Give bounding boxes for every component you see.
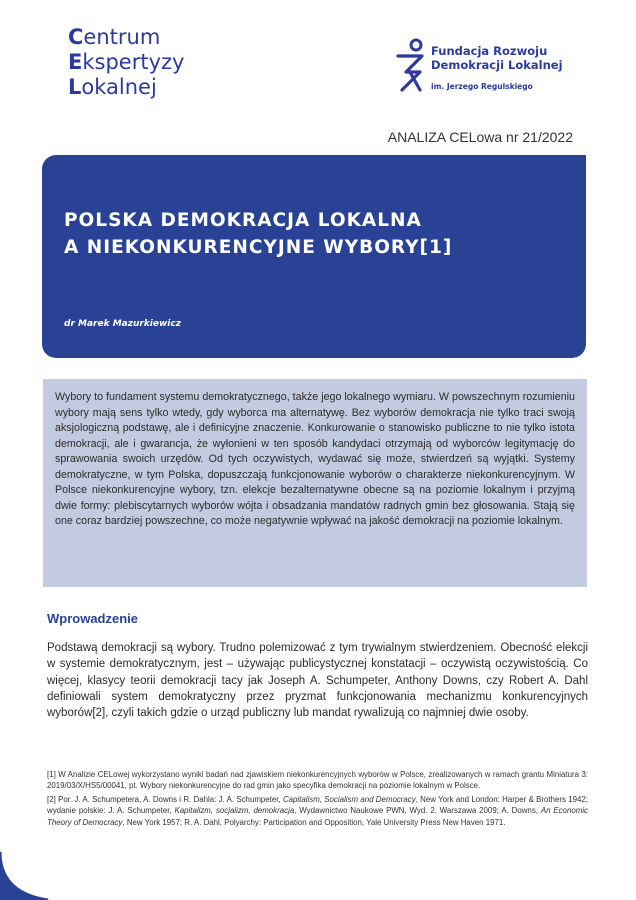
footnotes xyxy=(47,769,588,830)
analysis-number: ANALIZA CELowa nr 21/2022 xyxy=(387,129,573,145)
footnote-2: [2] Por. J. A. Schumpetera, A. Downs i R. Dahla: J. A. Schumpeter, Capitalism, Socialism and Democracy, New York and London: Harper & Brothers 1942; wydanie polskie: J. A. Schumpeter, Kapitalizm, socjalizm, demokracja, Wydawnictwo Naukowe PWN, Wyd. 2. Warszawa 2009; A. Downs, An Economic Theory of Democracy, New York 1957; R. A. Dahl, Polyarchy: Participation and Opposition, Yale University Press New Haven 1971. xyxy=(47,794,588,827)
fundacja-subtitle: im. Jerzego Regulskiego xyxy=(431,82,533,91)
logo-line-3: Lokalnej xyxy=(68,75,157,99)
logo-line-1: Centrum xyxy=(68,25,161,49)
author: dr Marek Mazurkiewicz xyxy=(64,319,181,329)
section-heading: Wprowadzenie xyxy=(47,611,139,626)
abstract-box xyxy=(43,379,587,587)
logo-line-2: Ekspertyzy xyxy=(68,50,185,74)
abstract-text: Wybory to fundament systemu demokratycznego, także jego lokalnego wymiaru. W powszechnym rozumieniu wybory mają sens tylko wtedy, gdy wyborca ma alternatywę. Bez wyborów demokracja nie tylko traci swoją aksjologiczną podstawę, ale i definicyjne znaczenie. Konkurowanie o stanowisko publiczne to nie tylko istota demokracji, ale i gwarancja, że wyłonieni w ten sposób kandydaci otrzymają od wyborców legitymację do sprawowania swoich urzędów. Od tych oczywistych, wydawać się może, stwierdzeń są wyjątki. Systemy demokratyczne, w tym Polska, dopuszczają funkcjonowanie wyborów o charakterze niekonkurencyjnym. W Polsce niekonkurencyjne wybory, tzn. elekcje bezalternatywne obecne są na poziomie lokalnym i przyjmą dwie formy: plebiscytarnych wyborów wójta i obsadzania mandatów radnych gmin bez głosowania. Stają się one coraz bardziej powszechne, co może negatywnie wpływać na jakość demokracji na poziomie lokalnym. xyxy=(55,391,575,527)
fundacja-name: Fundacja Rozwoju Demokracji Lokalnej xyxy=(431,44,563,72)
body-paragraph: Podstawą demokracji są wybory. Trudno polemizować z tym trywialnym stwierdzeniem. Obecność elekcji w systemie demokratycznym, jest – używając publicystycznej konstatacji – oczywistą oczywistością. Co więcej, klasycy teorii demokracji tacy jak Joseph A. Schumpeter, Anthony Downs, czy Robert A. Dahl definiowali system demokratyczny przez pryzmat funkcjonowania mechanizmu konkurencyjnych wyborów[2], czyli takich gdzie o urząd publiczny lub mandat rywalizują co najmniej dwie osoby. xyxy=(47,642,588,720)
document-title: POLSKA DEMOKRACJA LOKALNA A NIEKONKURENCYJNE WYBORY[1] xyxy=(64,210,453,258)
title-banner xyxy=(42,155,586,358)
footnote-1: [1] W Analizie CELowej wykorzystano wyniki badań nad zjawiskiem niekonkurencyjnych wyborów w Polsce, zrealizowanych w ramach grantu Miniatura 3: 2019/03/X/HS5/00041, pt. Wybory niekonkurencyjne do rad gmin jako specyfika demokracji na poziomie lokalnym w Polsce. xyxy=(47,770,588,791)
person-figure-icon xyxy=(392,38,428,94)
centrum-ekspertyzy-logo xyxy=(68,25,184,100)
